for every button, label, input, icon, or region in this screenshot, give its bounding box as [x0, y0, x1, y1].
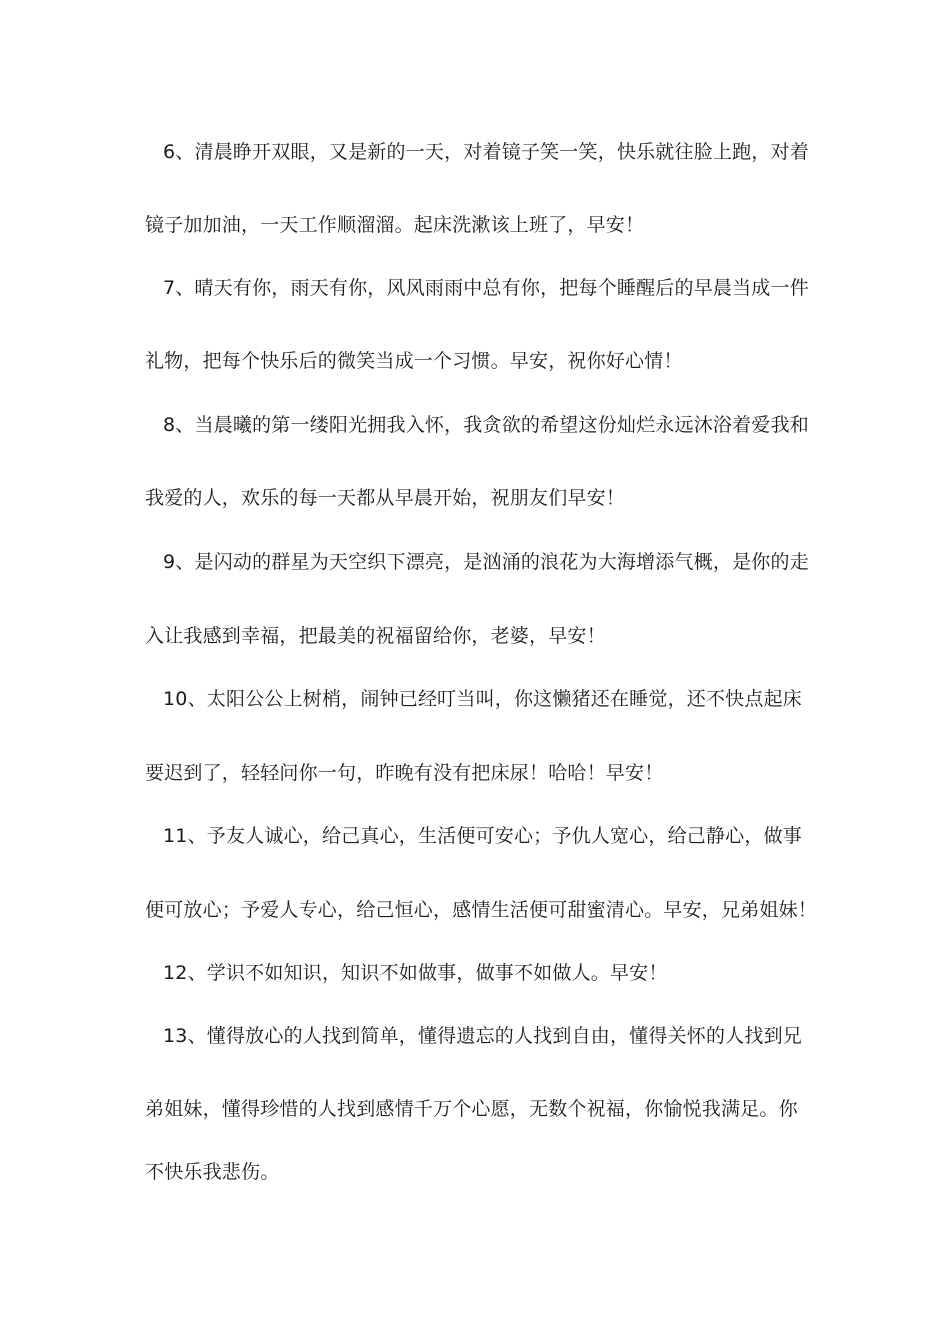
item-13-line-2: 弟姐妹，懂得珍惜的人找到感情千万个心愿，无数个祝福，你愉悦我满足。你 [145, 1098, 798, 1120]
item-13-line-3: 不快乐我悲伤。 [145, 1161, 280, 1183]
item-6-line-1: 6、清晨睁开双眼，又是新的一天，对着镜子笑一笑，快乐就往脸上跑，对着 [163, 141, 809, 163]
item-12-line-1: 12、学识不如知识，知识不如做事，做事不如做人。早安！ [163, 962, 668, 984]
item-8-line-2: 我爱的人，欢乐的每一天都从早晨开始，祝朋友们早安！ [145, 487, 626, 509]
item-13-line-1: 13、懂得放心的人找到简单，懂得遗忘的人找到自由，懂得关怀的人找到兄 [163, 1025, 802, 1047]
item-8-line-1: 8、当晨曦的第一缕阳光拥我入怀，我贪欲的希望这份灿烂永远沐浴着爱我和 [163, 414, 809, 436]
item-9-line-2: 入让我感到幸福，把最美的祝福留给你，老婆，早安！ [145, 625, 606, 647]
item-11-line-1: 11、予友人诚心，给己真心，生活便可安心；予仇人宽心，给己静心，做事 [163, 825, 802, 847]
item-7-line-1: 7、晴天有你，雨天有你，风风雨雨中总有你，把每个睡醒后的早晨当成一件 [163, 277, 809, 299]
item-9-line-1: 9、是闪动的群星为天空织下漂亮，是汹涌的浪花为大海增添气概，是你的走 [163, 551, 809, 573]
item-10-line-2: 要迟到了，轻轻问你一句，昨晚有没有把床尿！哈哈！早安！ [145, 762, 664, 784]
item-10-line-1: 10、太阳公公上树梢，闹钟已经叮当叫，你这懒猪还在睡觉，还不快点起床 [163, 688, 802, 710]
item-6-line-2: 镜子加加油，一天工作顺溜溜。起床洗漱该上班了，早安！ [145, 214, 645, 236]
item-7-line-2: 礼物，把每个快乐后的微笑当成一个习惯。早安，祝你好心情！ [145, 350, 683, 372]
item-11-line-2: 便可放心；予爱人专心，给己恒心，感情生活便可甜蜜清心。早安，兄弟姐妹！ [145, 899, 818, 921]
